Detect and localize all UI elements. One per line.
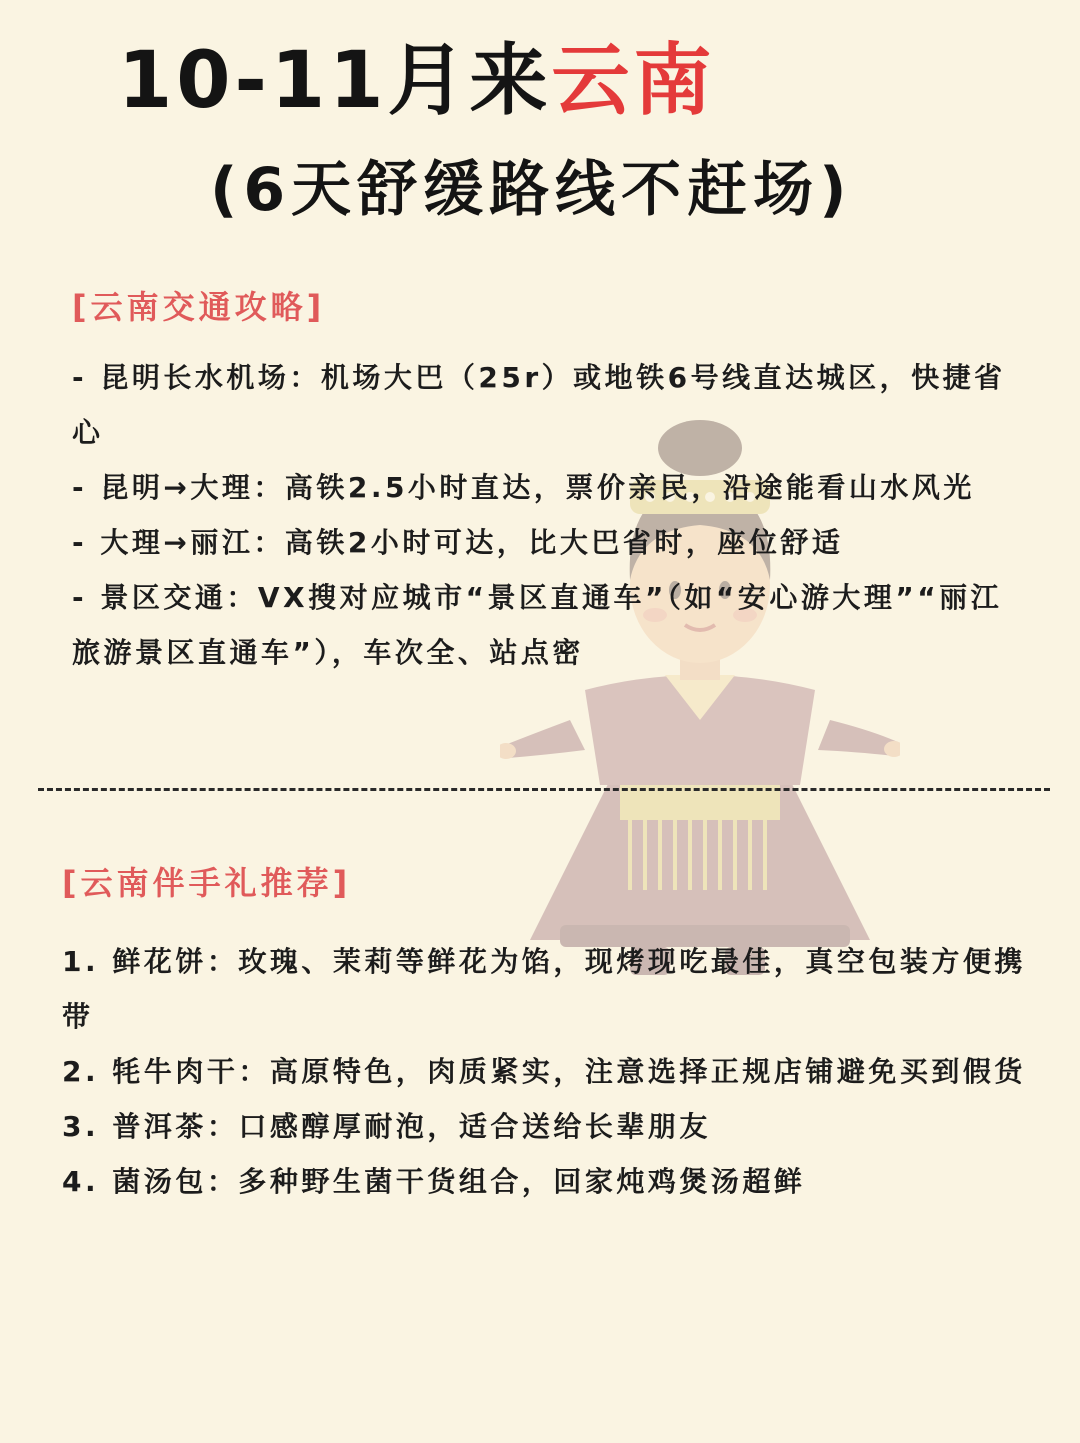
title-highlight: 云南 bbox=[551, 36, 716, 126]
souvenir-item-mushroom-pack: 4. 菌汤包：多种野生菌干货组合，回家炖鸡煲汤超鲜 bbox=[62, 1165, 806, 1198]
transport-list bbox=[72, 350, 1022, 680]
title-prefix: 10-11月来 bbox=[118, 36, 552, 126]
souvenir-item-yak-jerky: 2. 牦牛肉干：高原特色，肉质紧实，注意选择正规店铺避免买到假货 bbox=[62, 1055, 1026, 1088]
souvenir-item-flower-cake: 1. 鲜花饼：玫瑰、茉莉等鲜花为馅，现烤现吃最佳，真空包装方便携带 bbox=[62, 945, 1026, 1033]
transport-item-kunming-dali: - 昆明→大理：高铁2.5小时直达，票价亲民，沿途能看山水风光 bbox=[72, 471, 975, 504]
page-title bbox=[118, 36, 715, 126]
souvenir-section-heading: [云南伴手礼推荐] bbox=[62, 864, 352, 902]
transport-item-scenic: - 景区交通：VX搜对应城市“景区直通车”（如“安心游大理”“丽江旅游景区直通车”），车次全、站点密 bbox=[72, 581, 1003, 669]
page-subtitle: (6天舒缓路线不赶场) bbox=[210, 155, 853, 225]
section-divider bbox=[38, 788, 1050, 791]
transport-section-heading: [云南交通攻略] bbox=[72, 288, 326, 326]
souvenir-list bbox=[62, 934, 1034, 1209]
transport-item-dali-lijiang: - 大理→丽江：高铁2小时可达，比大巴省时，座位舒适 bbox=[72, 526, 844, 559]
souvenir-item-puer-tea: 3. 普洱茶：口感醇厚耐泡，适合送给长辈朋友 bbox=[62, 1110, 711, 1143]
transport-item-airport: - 昆明长水机场：机场大巴（25r）或地铁6号线直达城区，快捷省心 bbox=[72, 361, 1006, 449]
